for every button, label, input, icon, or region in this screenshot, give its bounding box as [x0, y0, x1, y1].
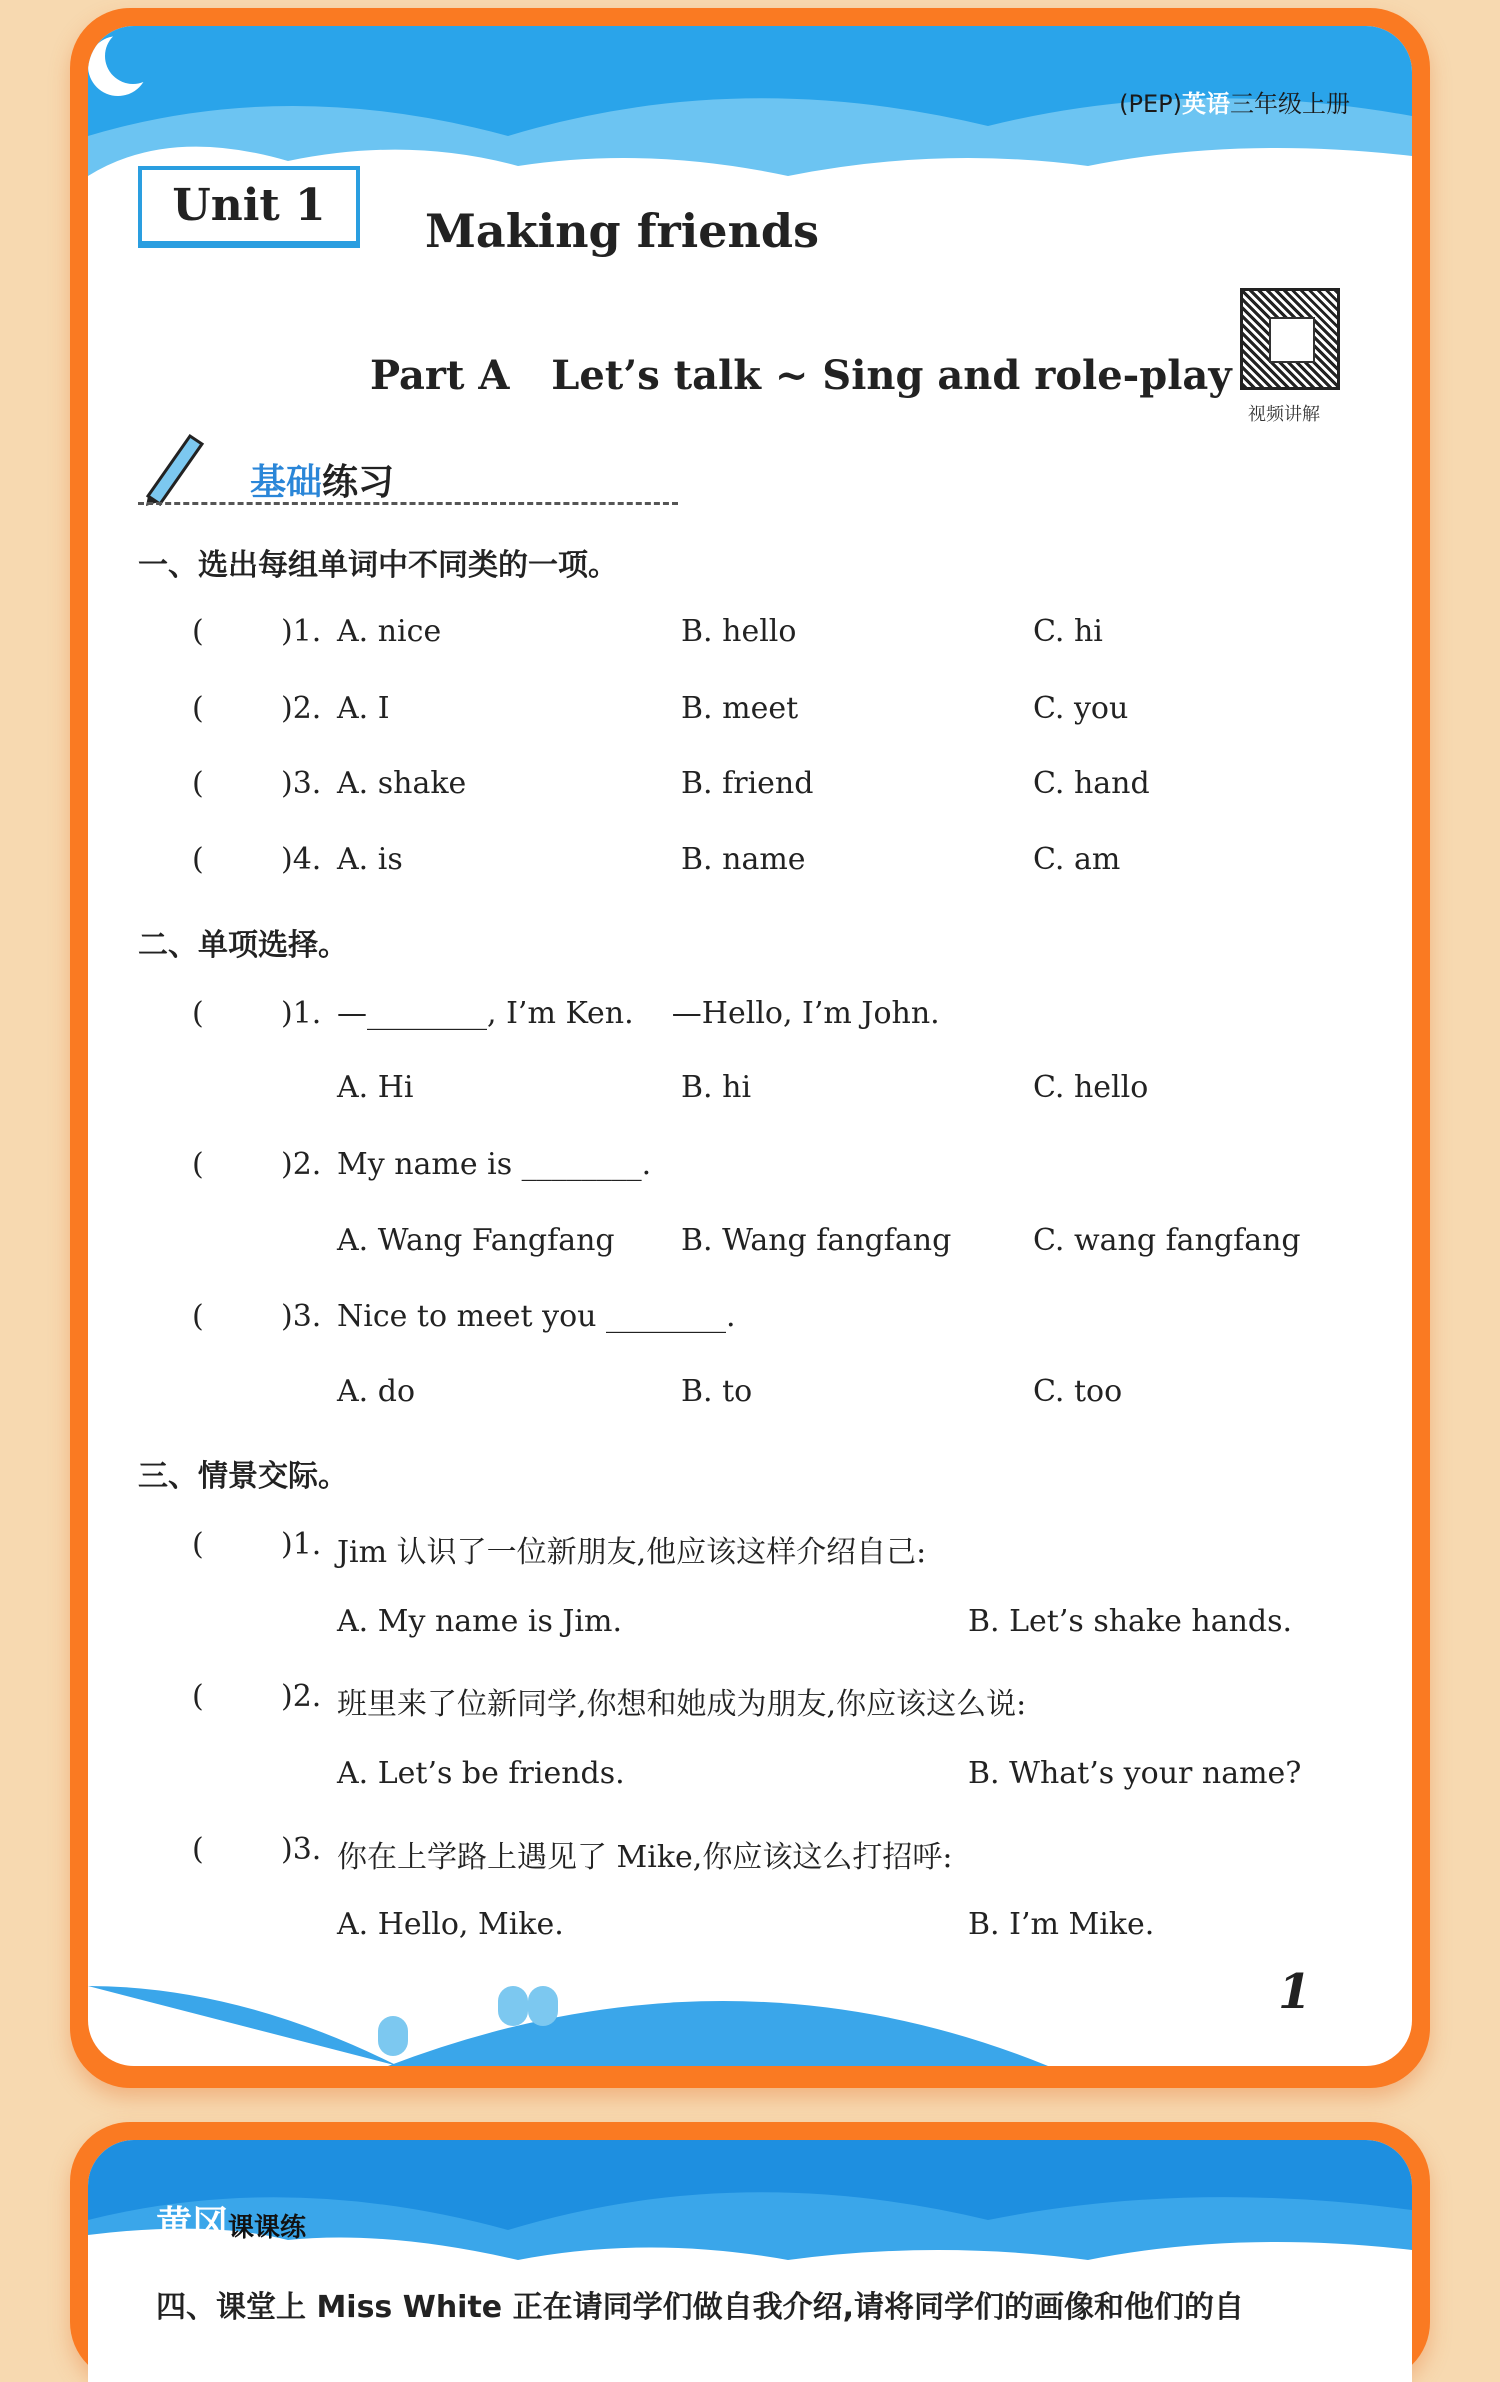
brand-label — [156, 2196, 306, 2247]
option-a: A. Hello, Mike. — [337, 1907, 564, 1942]
section-heading: 一、选出每组单词中不同类的一项。 — [138, 548, 618, 583]
question-stem: Jim 认识了一位新朋友,他应该这样介绍自己: — [337, 1535, 927, 1570]
answer-blank[interactable]: ( — [192, 1679, 204, 1714]
hills-footer-decoration — [88, 1946, 1412, 2066]
pencil-icon — [138, 426, 208, 506]
option-b: B. to — [681, 1374, 753, 1409]
option-c: C. wang fangfang — [1033, 1223, 1301, 1258]
subject: 英语 — [1182, 90, 1230, 118]
option-b: B. friend — [681, 766, 814, 801]
section-heading: 三、情景交际。 — [138, 1459, 348, 1494]
unit-title: Making friends — [425, 204, 819, 258]
option-b: B. name — [681, 842, 806, 877]
option-b: B. hi — [681, 1070, 752, 1105]
option-a: A. is — [337, 842, 403, 877]
option-a: A. Let’s be friends. — [337, 1756, 625, 1791]
section-4-heading: 四、课堂上 Miss White 正在请同学们做自我介绍,请将同学们的画像和他们的自 — [156, 2290, 1244, 2325]
answer-blank[interactable]: ( — [192, 1527, 204, 1562]
page-2-frame — [70, 2122, 1430, 2382]
answer-blank[interactable]: ( — [192, 996, 204, 1031]
option-c: C. you — [1033, 691, 1129, 726]
series-prefix: (PEP) — [1119, 90, 1182, 118]
option-a: A. I — [337, 691, 390, 726]
question-stem: 你在上学路上遇见了 Mike,你应该这么打招呼: — [337, 1840, 953, 1875]
option-a: A. shake — [337, 766, 467, 801]
option-b: B. Wang fangfang — [681, 1223, 952, 1258]
question-number: )2. — [281, 1147, 322, 1182]
book-series-label — [1119, 84, 1350, 119]
page-2 — [88, 2140, 1412, 2382]
unit-label: Unit 1 — [138, 166, 360, 248]
question-stem: My name is ________. — [337, 1147, 652, 1182]
question-stem: Nice to meet you ________. — [337, 1299, 736, 1334]
page-number: 1 — [1278, 1964, 1312, 2020]
practice-banner-highlight: 基础 — [250, 462, 323, 503]
brand-name: 黄冈 — [156, 2204, 229, 2245]
option-a: A. nice — [337, 614, 442, 649]
answer-blank[interactable]: ( — [192, 691, 204, 726]
question-number: )1. — [281, 996, 322, 1031]
option-a: A. My name is Jim. — [337, 1604, 623, 1639]
answer-blank[interactable]: ( — [192, 1299, 204, 1334]
option-b: B. Let’s shake hands. — [968, 1604, 1293, 1639]
option-b: B. meet — [681, 691, 799, 726]
option-c: C. hand — [1033, 766, 1150, 801]
option-c: C. too — [1033, 1374, 1123, 1409]
banner-divider — [138, 502, 678, 505]
question-number: )2. — [281, 1679, 322, 1714]
question-number: )1. — [281, 1527, 322, 1562]
option-a: A. Wang Fangfang — [337, 1223, 615, 1258]
question-number: )3. — [281, 1832, 322, 1867]
question-stem: —________, I’m Ken. —Hello, I’m John. — [337, 996, 940, 1031]
option-b: B. hello — [681, 614, 797, 649]
section-heading: 二、单项选择。 — [138, 928, 348, 963]
practice-banner — [250, 454, 394, 505]
answer-blank[interactable]: ( — [192, 842, 204, 877]
question-number: )3. — [281, 766, 322, 801]
option-a: A. Hi — [337, 1070, 414, 1105]
question-number: )1. — [281, 614, 322, 649]
question-number: )4. — [281, 842, 322, 877]
practice-banner-rest: 练习 — [322, 462, 395, 503]
question-number: )3. — [281, 1299, 322, 1334]
answer-blank[interactable]: ( — [192, 766, 204, 801]
page-1 — [88, 26, 1412, 2066]
qr-code-icon[interactable] — [1240, 288, 1340, 390]
option-c: C. am — [1033, 842, 1121, 877]
brand-rest: 课课练 — [228, 2213, 307, 2243]
option-b: B. I’m Mike. — [968, 1907, 1155, 1942]
option-c: C. hi — [1033, 614, 1103, 649]
question-number: )2. — [281, 691, 322, 726]
grade: 三年级上册 — [1230, 90, 1350, 118]
qr-caption: 视频讲解 — [1248, 404, 1320, 425]
part-title: Part A Let’s talk ~ Sing and role-play — [370, 352, 1232, 399]
question-stem: 班里来了位新同学,你想和她成为朋友,你应该这么说: — [337, 1687, 1027, 1722]
page-1-frame — [70, 8, 1430, 2088]
answer-blank[interactable]: ( — [192, 1832, 204, 1867]
option-b: B. What’s your name? — [968, 1756, 1302, 1791]
option-c: C. hello — [1033, 1070, 1149, 1105]
option-a: A. do — [337, 1374, 416, 1409]
answer-blank[interactable]: ( — [192, 1147, 204, 1182]
answer-blank[interactable]: ( — [192, 614, 204, 649]
